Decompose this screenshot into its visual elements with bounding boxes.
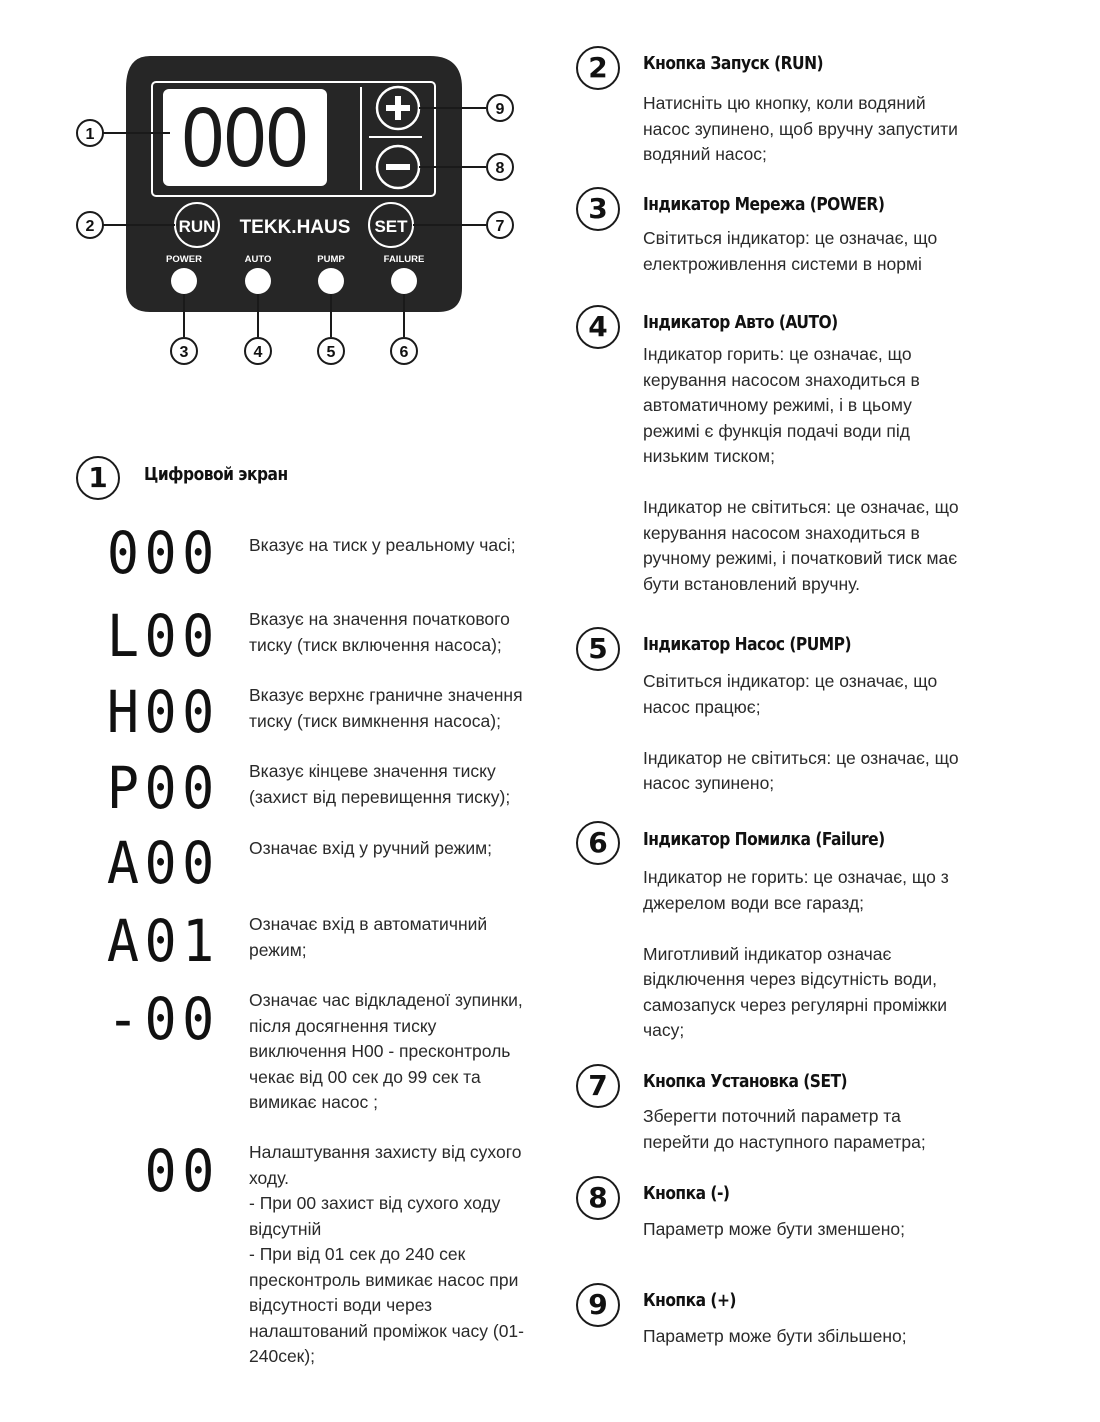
callout-6: 6 [399, 344, 409, 361]
code-desc-000: Вказує на тиск у реальному часі; [249, 535, 516, 555]
lcd-code-a01: A01 [107, 907, 220, 975]
indicator-label-failure: FAILURE [383, 254, 425, 265]
section-1-title: Цифровой экран [144, 464, 288, 485]
callout-8: 8 [495, 160, 505, 177]
lcd-code-000: 000 [107, 519, 220, 587]
indicator-label-auto: AUTO [244, 254, 272, 265]
code-desc-00: Налаштування захисту від сухого ходу. - При 00 захист від сухого ходу відсутній - При від 01 сек до 240 сек пресконтроль вимикає насос при відсутності води через налаштований проміжок часу (01- 240сек); [249, 1142, 524, 1366]
item-2-badge: 2 [576, 46, 620, 90]
item-6-title: Індикатор Помилка (Failure) [643, 829, 885, 850]
code-desc-h00: Вказує верхнє граничне значення тиску (тиск вимкнення насоса); [249, 685, 523, 731]
item-3-text: Світиться індикатор: це означає, що електроживлення системи в нормі [643, 228, 938, 274]
callout-7: 7 [495, 218, 505, 235]
item-4-text: Індикатор горить: це означає, що керування насосом знаходиться в автоматичному режимі, і в цьому режимі є функція подачі води під низьким тиском; Індикатор не світиться: це означає, що керування насосом знаходиться в ручному режимі, і початковий тиск має бути встановлений вручну. [643, 344, 959, 594]
item-8-text: Параметр може бути зменшено; [643, 1219, 905, 1239]
callout-4: 4 [253, 344, 263, 361]
item-9-text: Параметр може бути збільшено; [643, 1326, 907, 1346]
lcd-code-p00: P00 [107, 754, 220, 822]
code-desc-a01: Означає вхід в автоматичний режим; [249, 914, 488, 960]
lcd-code-dash00: -00 [107, 985, 220, 1053]
item-9-badge: 9 [576, 1283, 620, 1327]
lcd-code-00: 00 [144, 1137, 220, 1205]
code-desc-a00: Означає вхід у ручний режим; [249, 838, 493, 858]
control-panel-diagram [0, 0, 560, 380]
led-pump [318, 268, 344, 294]
item-7-text: Зберегти поточний параметр та перейти до наступного параметра; [643, 1106, 926, 1152]
lcd-code-l00: L00 [107, 602, 220, 670]
indicator-label-power: POWER [166, 254, 202, 265]
set-button-label: SET [374, 217, 408, 236]
item-5-title: Індикатор Насос (PUMP) [643, 634, 852, 655]
code-desc-p00: Вказує кінцеве значення тиску (захист від перевищення тиску); [249, 761, 511, 807]
led-auto [245, 268, 271, 294]
item-7-badge: 7 [576, 1064, 620, 1108]
item-3-badge: 3 [576, 187, 620, 231]
lcd-digits: 000 [181, 90, 309, 184]
callout-2: 2 [85, 218, 95, 235]
item-4-badge: 4 [576, 305, 620, 349]
item-8-badge: 8 [576, 1176, 620, 1220]
callout-5: 5 [326, 344, 336, 361]
section-1-badge: 1 [76, 456, 120, 500]
item-2-text: Натисніть цю кнопку, коли водяний насос зупинено, щоб вручну запустити водяний насос; [643, 93, 958, 164]
callout-3: 3 [179, 344, 189, 361]
item-5-text: Світиться індикатор: це означає, що насос працює; Індикатор не світиться: це означає, що насос зупинено; [643, 671, 959, 793]
indicator-label-pump: PUMP [317, 254, 345, 265]
item-4-title: Індикатор Авто (AUTO) [643, 312, 838, 333]
callout-1: 1 [85, 126, 95, 143]
item-3-title: Індикатор Мережа (POWER) [643, 194, 885, 215]
item-9-title: Кнопка (+) [643, 1290, 736, 1311]
led-failure [391, 268, 417, 294]
code-desc-dash00: Означає час відкладеної зупинки, після досягнення тиску виключення Н00 - пресконтроль чекає від 00 сек до 99 сек та вимикає насос ; [249, 990, 523, 1112]
lcd-code-h00: H00 [107, 678, 220, 746]
item-6-badge: 6 [576, 821, 620, 865]
item-7-title: Кнопка Установка (SET) [643, 1071, 848, 1092]
callout-9: 9 [495, 101, 505, 118]
brand-logo: TEKK.HAUS [239, 217, 351, 238]
item-8-title: Кнопка (-) [643, 1183, 730, 1204]
code-desc-l00: Вказує на значення початкового тиску (тиск включення насоса); [249, 609, 510, 655]
run-button-label: RUN [178, 217, 216, 236]
lcd-code-a00: A00 [107, 829, 220, 897]
item-6-text: Індикатор не горить: це означає, що з джерелом води все гаразд; Миготливий індикатор означає відключення через відсутність води, самозапуск через регулярні проміжки часу; [643, 867, 949, 1040]
item-5-badge: 5 [576, 627, 620, 671]
led-power [171, 268, 197, 294]
item-2-title: Кнопка Запуск (RUN) [643, 53, 824, 74]
